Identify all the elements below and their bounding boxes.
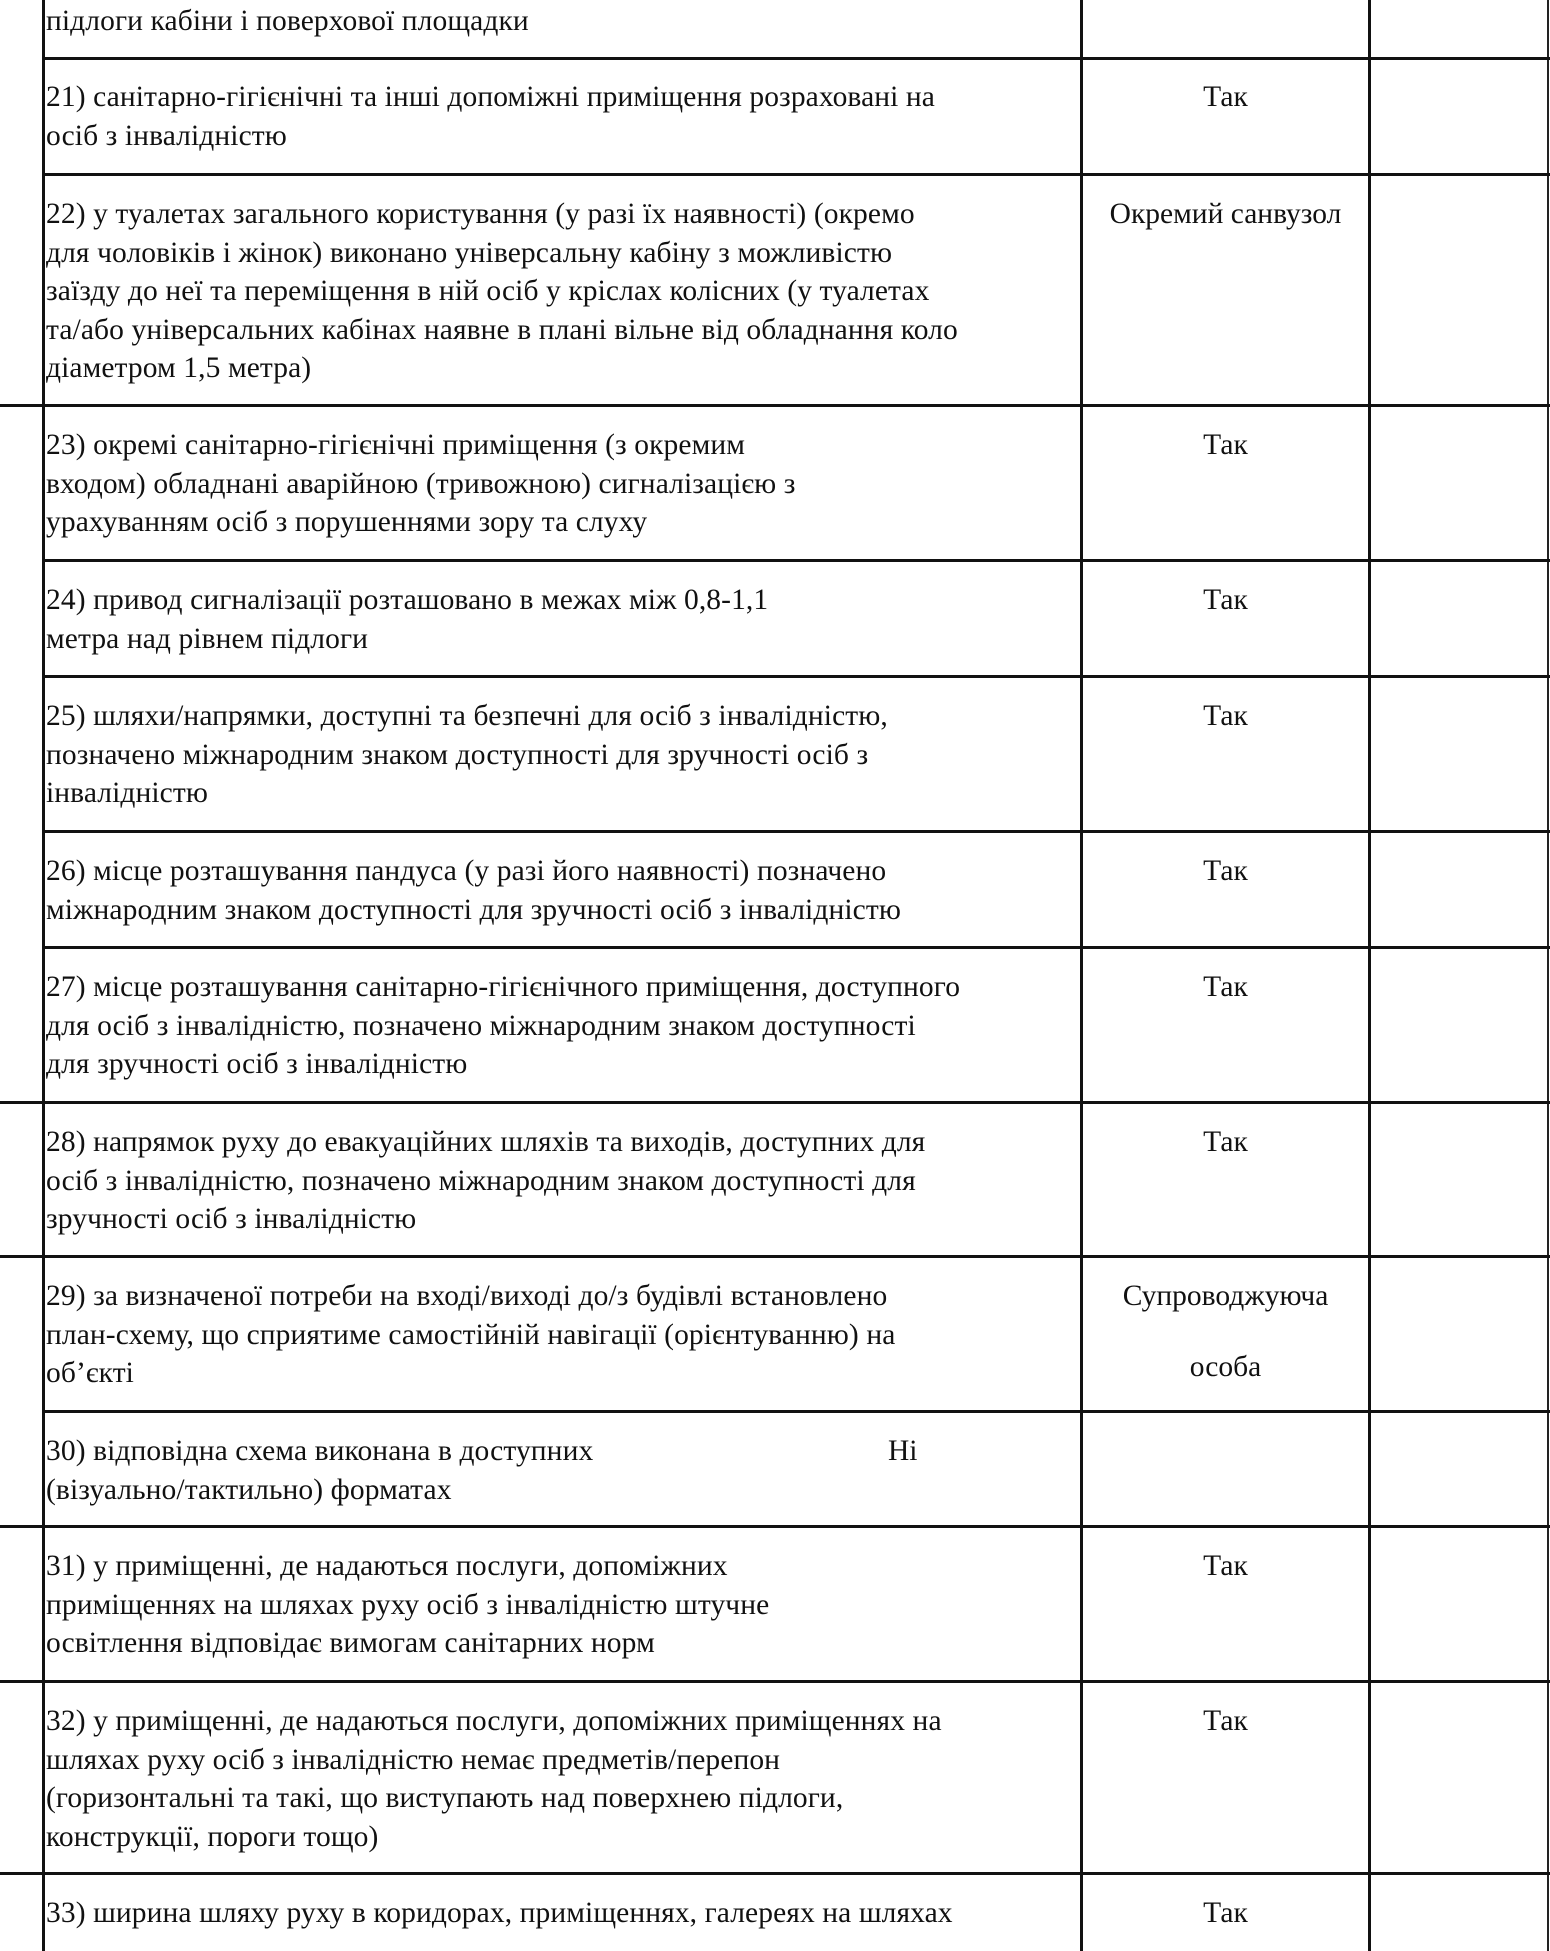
table-row-criterion: підлоги кабіни і поверхової площадки xyxy=(46,5,529,37)
table-row-criterion: 33) ширина шляху руху в коридорах, приміщеннях, галереях на шляхах xyxy=(46,1897,953,1929)
row-divider xyxy=(42,830,1550,833)
row-divider xyxy=(42,1101,1550,1104)
table-row-criterion: 24) привод сигналізації розташовано в межах між 0,8-1,1 метра над рівнем підлоги xyxy=(46,584,769,655)
table-row-value: Так xyxy=(1203,700,1248,732)
table-row-criterion: 27) місце розташування санітарно-гігієнічного приміщення, доступного для осіб з інвалідністю, позначено міжнародним знаком доступності для зручності осіб з інвалідністю xyxy=(46,971,961,1080)
row-divider xyxy=(42,1872,1550,1875)
table-row-criterion: 32) у приміщенні, де надаються послуги, допоміжних приміщеннях на шляхах руху осіб з інвалідністю немає предметів/перепон (горизонтальні та такі, що виступають над поверхнею підлоги, конструкції, пороги тощо) xyxy=(46,1705,942,1853)
row-divider xyxy=(42,57,1550,60)
row-divider xyxy=(42,1680,1550,1683)
row-divider xyxy=(42,559,1550,562)
table-row-value: Так xyxy=(1203,429,1248,461)
row-divider xyxy=(42,675,1550,678)
table-row-criterion: 30) відповідна схема виконана в доступних (візуально/тактильно) форматах xyxy=(46,1435,594,1506)
row-divider xyxy=(42,173,1550,176)
table-row-value: Так xyxy=(1203,584,1248,616)
table-row-value: Так xyxy=(1203,1897,1248,1929)
table-row-value: Так xyxy=(1203,971,1248,1003)
table-row-criterion: 23) окремі санітарно-гігієнічні приміщення (з окремим входом) обладнані аварійною (тривожною) сигналізацією з урахуванням осіб з порушеннями зору та слуху xyxy=(46,429,796,538)
table-row-value: Так xyxy=(1203,1705,1248,1737)
table-row-inline-value: Ні xyxy=(888,1435,918,1467)
table-row-criterion: 29) за визначеної потреби на вході/виході до/з будівлі встановлено план-схему, що сприятиме самостійній навігації (орієнтуванню) на об’єкті xyxy=(46,1280,896,1389)
table-row-value: Так xyxy=(1203,81,1248,113)
table-row-criterion: 22) у туалетах загального користування (у разі їх наявності) (окремо для чоловіків і жінок) виконано універсальну кабіну з можливістю заїзду до неї та переміщення в ній осіб у кріслах колісних (у туалетах та/або універсальних кабінах наявне в плані вільне від обладнання коло діаметром 1,5 метра) xyxy=(46,198,958,384)
table-row-criterion: 28) напрямок руху до евакуаційних шляхів та виходів, доступних для осіб з інвалідністю, позначено міжнародним знаком доступності для зручності осіб з інвалідністю xyxy=(46,1126,926,1235)
row-divider xyxy=(42,1255,1550,1258)
left-margin-tick xyxy=(0,1872,45,1875)
table-right-border xyxy=(1547,0,1549,1951)
table-row-value xyxy=(1083,1277,1368,1386)
left-margin-tick xyxy=(0,404,45,407)
left-margin-tick xyxy=(0,1525,45,1528)
value-line-2: особа xyxy=(1189,1350,1262,1383)
table-row-value: Окремий санвузол xyxy=(1109,198,1342,230)
column-divider-value-notes xyxy=(1368,0,1371,1951)
table-row-criterion: 21) санітарно-гігієнічні та інші допоміжні приміщення розраховані на осіб з інвалідністю xyxy=(46,81,936,152)
left-margin-tick xyxy=(0,1680,45,1683)
left-margin-tick xyxy=(0,1255,45,1258)
table-row-criterion: 25) шляхи/напрямки, доступні та безпечні для осіб з інвалідністю, позначено міжнародним знаком доступності для зручності осіб з інвалідністю xyxy=(46,700,888,809)
table-row-criterion: 26) місце розташування пандуса (у разі його наявності) позначено міжнародним знаком доступності для зручності осіб з інвалідністю xyxy=(46,855,901,926)
table-left-border xyxy=(42,0,45,1951)
row-divider xyxy=(42,946,1550,949)
row-divider xyxy=(42,1410,1550,1413)
row-divider xyxy=(42,1525,1550,1528)
row-divider xyxy=(42,404,1550,407)
table-row-value: Так xyxy=(1203,1126,1248,1158)
left-margin-tick xyxy=(0,1101,45,1104)
table-row-criterion: 31) у приміщенні, де надаються послуги, допоміжних приміщеннях на шляхах руху осіб з інвалідністю штучне освітлення відповідає вимогам санітарних норм xyxy=(46,1550,770,1659)
table-row-value: Так xyxy=(1203,855,1248,887)
value-line-1: Супроводжуюча xyxy=(1122,1280,1329,1312)
table-row-value: Так xyxy=(1203,1550,1248,1582)
